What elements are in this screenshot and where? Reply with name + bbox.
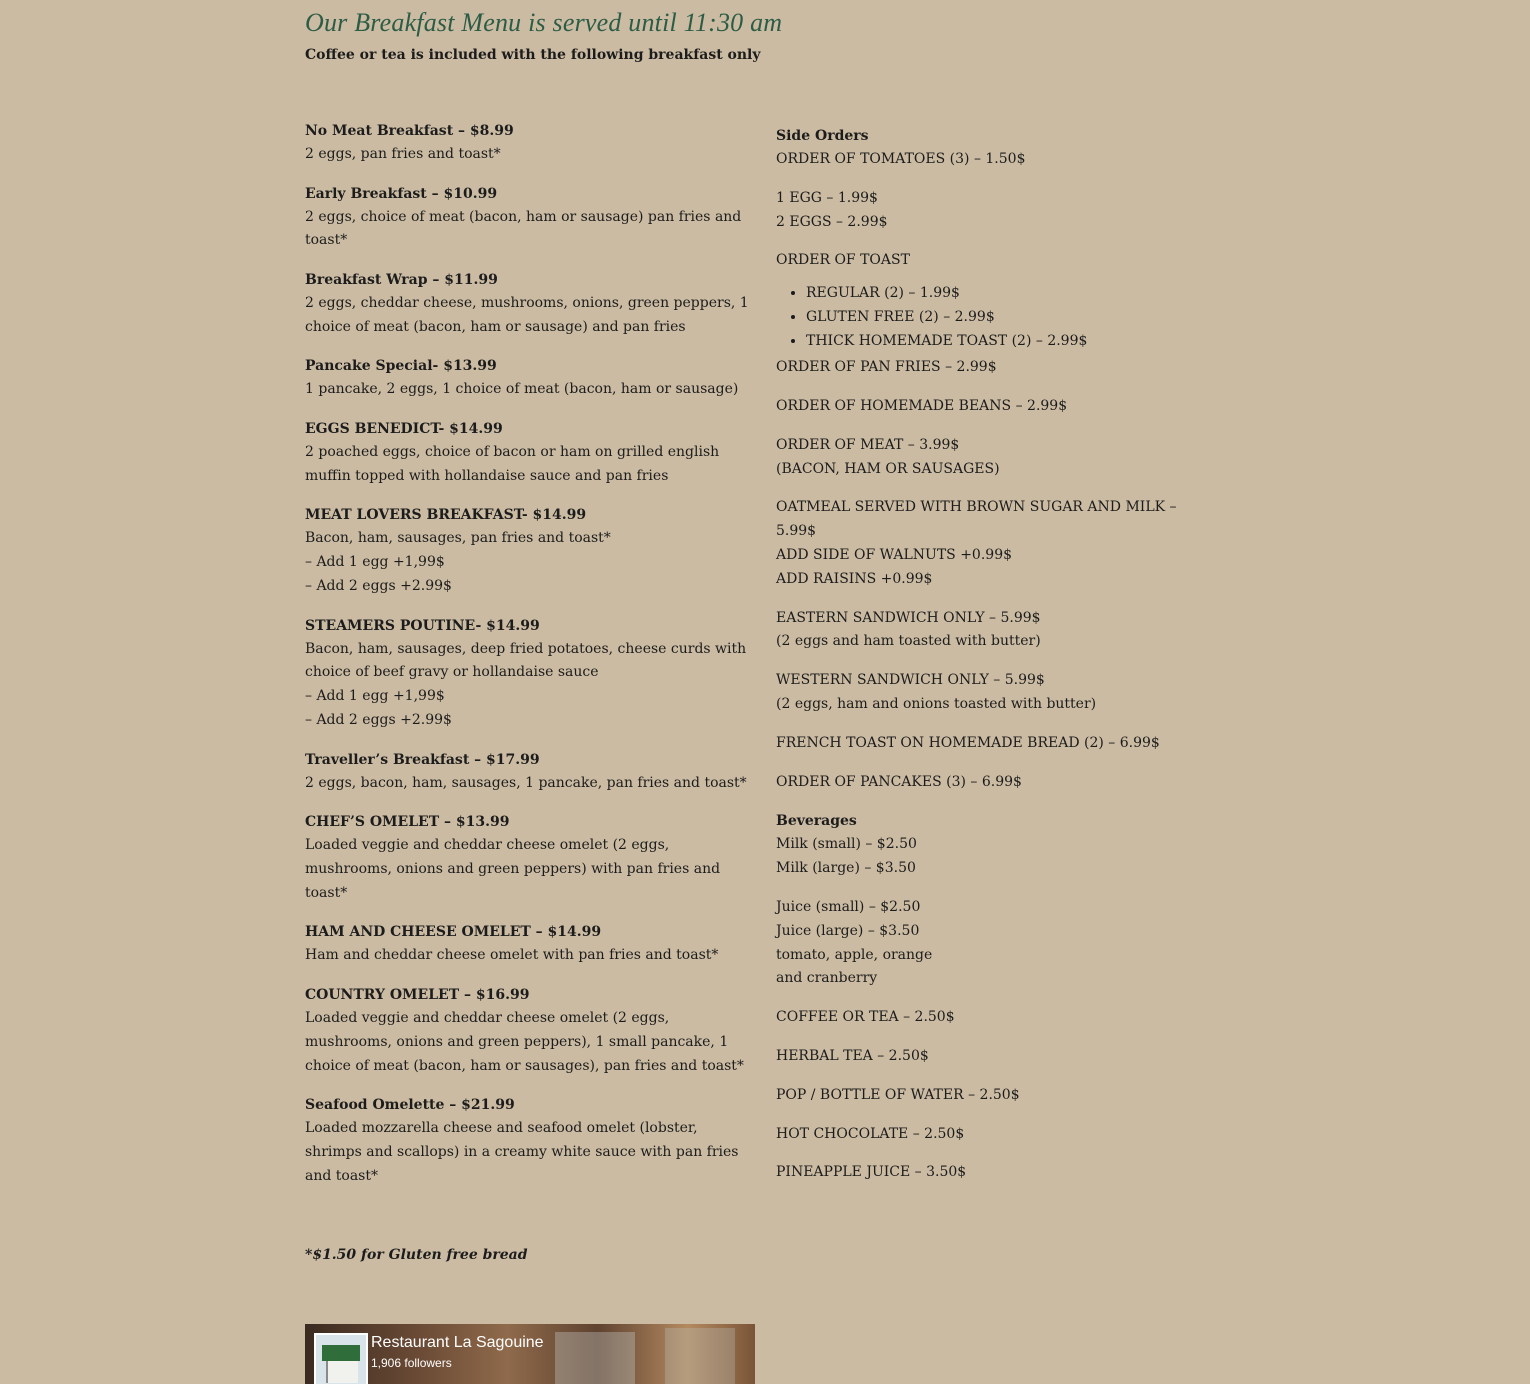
menu-line-meat: ORDER OF MEAT – 3.99$ — [776, 436, 960, 453]
facebook-followers-count: 1,906 followers — [371, 1356, 452, 1370]
menu-item — [305, 354, 750, 402]
menu-item-description: Bacon, ham, sausages, pan fries and toast* — [305, 530, 611, 547]
menu-item — [305, 182, 750, 254]
toast-option: • GLUTEN FREE (2) – 2.99$ — [806, 305, 1216, 329]
menu-line-pop-water: POP / BOTTLE OF WATER – 2.50$ — [776, 1086, 1020, 1103]
menu-item-description: – Add 1 egg +1,99$ — [305, 554, 445, 571]
menu-item-title: Early Breakfast – $10.99 — [305, 185, 498, 202]
facebook-page-name[interactable]: Restaurant La Sagouine — [371, 1334, 544, 1351]
menu-item — [305, 983, 750, 1078]
menu-item-description: Bacon, ham, sausages, deep fried potatoes, cheese curds with choice of beef gravy or hollandaise sauce — [305, 640, 747, 681]
menu-item-description: 2 eggs, choice of meat (bacon, ham or sausage) pan fries and toast* — [305, 208, 742, 249]
menu-item-description: – Add 2 eggs +2.99$ — [305, 711, 452, 728]
logo-roof — [322, 1345, 360, 1361]
menu-item-description: 2 eggs, bacon, ham, sausages, 1 pancake, pan fries and toast* — [305, 774, 747, 791]
cover-photo-window — [555, 1332, 635, 1384]
breakfast-menu-column — [305, 119, 750, 1203]
toast-option: • REGULAR (2) – 1.99$ — [806, 281, 1216, 305]
menu-item-title: Pancake Special- $13.99 — [305, 358, 497, 375]
menu-line-walnuts: ADD SIDE OF WALNUTS +0.99$ — [776, 546, 1013, 563]
menu-line-pan-fries: ORDER OF PAN FRIES – 2.99$ — [776, 359, 997, 376]
menu-line-two-eggs: 2 EGGS – 2.99$ — [776, 213, 888, 230]
menu-line-pancakes: ORDER OF PANCAKES (3) – 6.99$ — [776, 773, 1022, 790]
menu-item — [305, 920, 750, 968]
side-orders-heading: Side Orders — [776, 128, 869, 144]
menu-line-hot-chocolate: HOT CHOCOLATE – 2.50$ — [776, 1125, 965, 1142]
menu-line-one-egg: 1 EGG – 1.99$ — [776, 189, 878, 206]
menu-item-title: CHEF’S OMELET – $13.99 — [305, 814, 510, 831]
menu-item-description: 2 eggs, pan fries and toast* — [305, 146, 501, 162]
menu-item — [305, 614, 750, 733]
menu-item-description: – Add 2 eggs +2.99$ — [305, 577, 452, 594]
menu-item — [305, 417, 750, 489]
menu-item — [305, 503, 750, 598]
menu-item-title: Traveller’s Breakfast – $17.99 — [305, 751, 540, 768]
menu-item — [305, 748, 750, 796]
menu-item-title: COUNTRY OMELET – $16.99 — [305, 986, 530, 1003]
menu-item-description: 2 poached eggs, choice of bacon or ham on grilled english muffin topped with hollandaise sauce and pan fries — [305, 443, 720, 484]
menu-item-title: HAM AND CHEESE OMELET – $14.99 — [305, 924, 602, 941]
menu-item-description: – Add 1 egg +1,99$ — [305, 688, 445, 705]
side-orders-column — [776, 124, 1216, 1200]
logo-house — [326, 1361, 358, 1383]
menu-item-description: Loaded veggie and cheddar cheese omelet (2 eggs, mushrooms, onions and green peppers), 1 small pancake, 1 choice of meat (bacon, ham or sausages), pan fries and toast* — [305, 1009, 744, 1074]
menu-item-description: Loaded mozzarella cheese and seafood omelet (lobster, shrimps and scallops) in a creamy white sauce with pan fries and toast* — [305, 1120, 739, 1184]
menu-line-eastern-note: (2 eggs and ham toasted with butter) — [776, 633, 1041, 650]
menu-item — [305, 119, 750, 167]
cover-photo-window-2 — [665, 1328, 735, 1384]
menu-line-eastern-sandwich: EASTERN SANDWICH ONLY – 5.99$ — [776, 609, 1041, 626]
menu-line-coffee-tea: COFFEE OR TEA – 2.50$ — [776, 1009, 955, 1026]
menu-item-title: STEAMERS POUTINE- $14.99 — [305, 617, 540, 634]
menu-item-description: 2 eggs, cheddar cheese, mushrooms, onions, green peppers, 1 choice of meat (bacon, ham or sausage) and pan fries — [305, 294, 749, 335]
facebook-page-widget[interactable] — [305, 1324, 755, 1384]
menu-item-title: Breakfast Wrap – $11.99 — [305, 271, 498, 288]
menu-line-pineapple-juice: PINEAPPLE JUICE – 3.50$ — [776, 1164, 967, 1181]
menu-line-herbal-tea: HERBAL TEA – 2.50$ — [776, 1047, 929, 1064]
page-subtitle: Coffee or tea is included with the following breakfast only — [305, 47, 761, 63]
menu-line-juice-flavors-2: and cranberry — [776, 970, 878, 987]
menu-line-juice-small: Juice (small) – $2.50 — [776, 898, 921, 915]
menu-line-meat-note: (BACON, HAM OR SAUSAGES) — [776, 460, 1000, 477]
menu-line-beans: ORDER OF HOMEMADE BEANS – 2.99$ — [776, 397, 1068, 414]
menu-item-description: Ham and cheddar cheese omelet with pan fries and toast* — [305, 947, 719, 964]
menu-line-tomatoes: ORDER OF TOMATOES (3) – 1.50$ — [776, 151, 1026, 167]
menu-item — [305, 810, 750, 905]
menu-line-western-note: (2 eggs, ham and onions toasted with butter) — [776, 695, 1097, 712]
menu-line-western-sandwich: WESTERN SANDWICH ONLY – 5.99$ — [776, 672, 1045, 689]
menu-line-french-toast: FRENCH TOAST ON HOMEMADE BREAD (2) – 6.99$ — [776, 734, 1160, 751]
toast-options-list — [776, 281, 1216, 353]
menu-item-description: 1 pancake, 2 eggs, 1 choice of meat (bacon, ham or sausage) — [305, 381, 739, 398]
menu-line-juice-large: Juice (large) – $3.50 — [776, 922, 920, 939]
restaurant-logo-image[interactable] — [314, 1333, 368, 1384]
menu-item — [305, 1093, 750, 1188]
toast-option: • THICK HOMEMADE TOAST (2) – 2.99$ — [806, 329, 1216, 353]
menu-line-milk-small: Milk (small) – $2.50 — [776, 836, 917, 853]
menu-line-oatmeal: OATMEAL SERVED WITH BROWN SUGAR AND MILK – 5.99$ — [776, 499, 1177, 540]
beverages-heading: Beverages — [776, 813, 857, 830]
page-title: Our Breakfast Menu is served until 11:30 am — [305, 8, 783, 37]
menu-item — [305, 268, 750, 340]
menu-item-title: EGGS BENEDICT- $14.99 — [305, 420, 503, 437]
toast-heading: ORDER OF TOAST — [776, 252, 910, 269]
menu-item-description: Loaded veggie and cheddar cheese omelet (2 eggs, mushrooms, onions and green peppers) with pan fries and toast* — [305, 837, 721, 901]
menu-item-title: No Meat Breakfast – $8.99 — [305, 123, 514, 139]
menu-line-juice-flavors: tomato, apple, orange — [776, 946, 933, 963]
gluten-free-footnote: *$1.50 for Gluten free bread — [305, 1247, 528, 1263]
menu-item-title: Seafood Omelette – $21.99 — [305, 1097, 515, 1114]
menu-line-milk-large: Milk (large) – $3.50 — [776, 860, 916, 877]
menu-line-raisins: ADD RAISINS +0.99$ — [776, 570, 933, 587]
menu-item-title: MEAT LOVERS BREAKFAST- $14.99 — [305, 507, 587, 524]
